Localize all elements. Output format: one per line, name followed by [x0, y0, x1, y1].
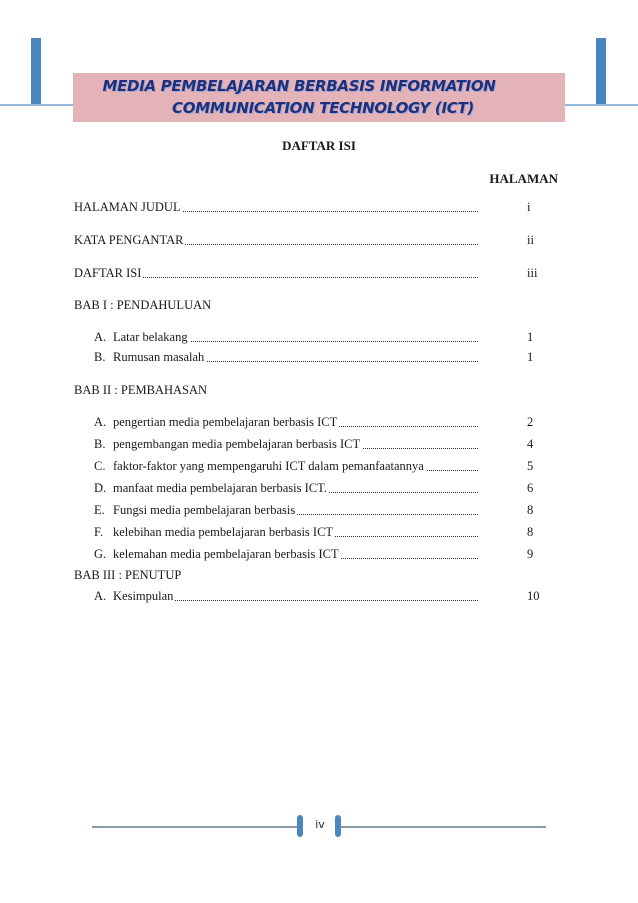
toc-entry-marker: C.: [94, 459, 106, 473]
toc-entry[interactable]: [74, 264, 538, 282]
toc-entry[interactable]: [94, 501, 534, 519]
toc-entry[interactable]: [94, 523, 534, 541]
toc-entry-marker: E.: [94, 503, 105, 517]
toc-entry[interactable]: [94, 328, 534, 346]
toc-entry[interactable]: [94, 457, 534, 475]
page-title: DAFTAR ISI: [282, 138, 356, 153]
toc-entry-page: i: [527, 200, 531, 214]
toc-entry-marker: A.: [94, 330, 107, 344]
toc-entry-label: Fungsi media pembelajaran berbasis: [113, 503, 296, 517]
toc-entry-label: Latar belakang: [113, 330, 188, 344]
toc-entry[interactable]: [94, 479, 534, 497]
toc-entry[interactable]: [74, 198, 531, 216]
footer-line-right: [340, 826, 546, 828]
page-column-label: HALAMAN: [489, 171, 558, 186]
header-line-2: COMMUNICATION TECHNOLOGY (ICT): [172, 99, 474, 117]
chapter-heading: BAB III : PENUTUP: [74, 568, 182, 582]
frame-right-bar: [596, 38, 606, 104]
toc-entry-label: KATA PENGANTAR: [74, 233, 184, 247]
toc-entry[interactable]: [94, 348, 534, 366]
toc-entry-label: Rumusan masalah: [113, 350, 205, 364]
toc-entry-label: DAFTAR ISI: [74, 266, 142, 280]
toc-entry[interactable]: [94, 587, 540, 605]
toc-entry-page: 2: [527, 415, 534, 429]
toc-entry[interactable]: [94, 545, 534, 563]
toc-entry-marker: B.: [94, 350, 106, 364]
toc-entry-marker: B.: [94, 437, 106, 451]
toc-entry-page: 8: [527, 525, 534, 539]
running-header: [73, 73, 565, 122]
toc-entry-label: pengertian media pembelajaran berbasis ICT: [113, 415, 338, 429]
toc-entry-marker: D.: [94, 481, 107, 495]
chapter-heading: BAB I : PENDAHULUAN: [74, 298, 212, 312]
page-number: iv: [315, 818, 325, 831]
toc-entry-label: kelebihan media pembelajaran berbasis ICT: [113, 525, 334, 539]
toc-entry-label: kelemahan media pembelajaran berbasis ICT: [113, 547, 339, 561]
toc-entry-page: 8: [527, 503, 534, 517]
toc-entry-page: ii: [527, 233, 534, 247]
toc-entry-page: 9: [527, 547, 534, 561]
toc-entry-marker: A.: [94, 589, 107, 603]
toc-entry-marker: F.: [94, 525, 104, 539]
toc-entry[interactable]: [74, 231, 534, 249]
footer-bracket-left: [297, 815, 303, 837]
header-line-1: MEDIA PEMBELAJARAN BERBASIS INFORMATION: [102, 77, 496, 95]
toc-entry-page: 1: [527, 350, 534, 364]
toc-entry-page: 1: [527, 330, 534, 344]
toc-entry-label: Kesimpulan: [113, 589, 174, 603]
toc-entry-marker: G.: [94, 547, 107, 561]
toc-entry-label: pengembangan media pembelajaran berbasis ICT: [113, 437, 361, 451]
frame-left-bar: [31, 38, 41, 104]
toc-entry[interactable]: [94, 413, 534, 431]
toc-entry-label: faktor-faktor yang mempengaruhi ICT dalam pemanfaatannya: [113, 459, 424, 473]
chapter-heading: BAB II : PEMBAHASAN: [74, 383, 208, 397]
footer-line-left: [92, 826, 300, 828]
toc-entry[interactable]: [94, 435, 534, 453]
toc-entry-page: 6: [527, 481, 534, 495]
toc-entry-label: manfaat media pembelajaran berbasis ICT.: [113, 481, 327, 495]
toc-entry-page: iii: [527, 266, 538, 280]
toc-entry-marker: A.: [94, 415, 107, 429]
footer-bracket-right: [335, 815, 341, 837]
toc-entry-page: 4: [527, 437, 534, 451]
toc-entry-page: 10: [527, 589, 540, 603]
toc-entry-page: 5: [527, 459, 534, 473]
toc-entry-label: HALAMAN JUDUL: [74, 200, 181, 214]
